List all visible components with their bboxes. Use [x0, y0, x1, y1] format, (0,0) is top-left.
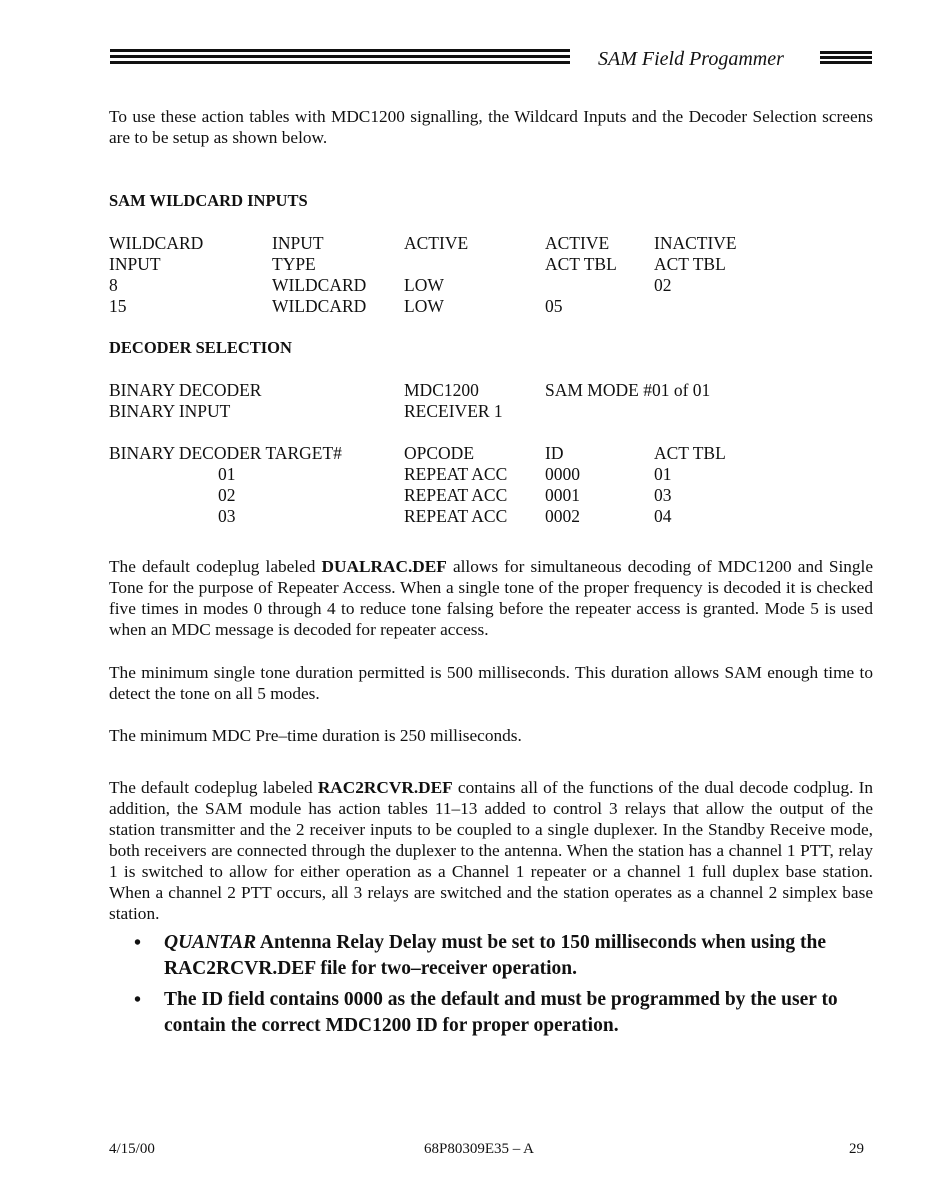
footer-date: 4/15/00 — [109, 1141, 155, 1157]
wildcard-header-cell: INPUT — [272, 233, 324, 253]
decoder-cell: REPEAT ACC — [404, 485, 508, 505]
sam-mode: SAM MODE #01 of 01 — [545, 380, 711, 400]
rac2rcvr-filename: RAC2RCVR.DEF — [317, 778, 453, 797]
bullet-icon: • — [134, 989, 142, 1011]
decoder-cell: 03 — [218, 506, 236, 526]
wildcard-header-cell: ACT TBL — [654, 254, 726, 274]
binary-input-value: RECEIVER 1 — [404, 401, 503, 421]
decoder-cell: 01 — [654, 464, 672, 484]
bullet-icon: • — [134, 932, 142, 954]
decoder-header-cell: ID — [545, 443, 564, 463]
decoder-heading: DECODER SELECTION — [109, 338, 292, 357]
decoder-header-cell: OPCODE — [404, 443, 475, 463]
wildcard-header-cell: INPUT — [109, 254, 161, 274]
wildcard-header-cell: ACT TBL — [545, 254, 617, 274]
decoder-cell: 0001 — [545, 485, 580, 505]
bullet-id-field: The ID field contains 0000 as the default and must be programmed by the user to contain the correct MDC1200 ID for proper operation. — [164, 989, 838, 1036]
header-rule-right — [820, 51, 872, 69]
wildcard-cell: 05 — [545, 296, 563, 316]
decoder-cell: 04 — [654, 506, 672, 526]
wildcard-cell: LOW — [404, 296, 444, 316]
footer-doc-number: 68P80309E35 – A — [424, 1141, 535, 1157]
wildcard-header-cell: TYPE — [272, 254, 316, 274]
rac2rcvr-paragraph: The default codeplug labeled RAC2RCVR.DEF contains all of the functions of the dual decode codplug. In addition, the SAM module has action tables 11–13 added to control 3 relays that allow the output of the station transmitter and the 2 receiver inputs to be coupled to a single duplexer. In the Standby Receive mode, both receivers are connected through the duplexer to the antenna. When the station has a channel 1 PTT, relay 1 is switched to allow for either operation as a Channel 1 repeater or a channel 1 full duplex base station. When a channel 2 PTT occurs, all 3 relays are switched and the station operates as a channel 2 simplex base station. — [109, 778, 873, 923]
mdc-pretime-paragraph: The minimum MDC Pre–time duration is 250 milliseconds. — [109, 726, 522, 745]
wildcard-header-cell: ACTIVE — [404, 233, 469, 253]
decoder-cell: 02 — [218, 485, 236, 505]
binary-decoder-label: BINARY DECODER — [109, 380, 262, 400]
wildcard-heading: SAM WILDCARD INPUTS — [109, 191, 308, 210]
wildcard-cell: WILDCARD — [272, 296, 367, 316]
dualrac-paragraph: The default codeplug labeled DUALRAC.DEF allows for simultaneous decoding of MDC1200 and Single Tone for the purpose of Repeater Access. When a single tone of the proper frequency is decoded it is checked five times in modes 0 through 4 to reduce tone falsing before the repeater access is granted. Mode 5 is used when an MDC message is decoded for repeater access. — [109, 557, 873, 639]
decoder-cell: 0000 — [545, 464, 580, 484]
binary-decoder-value: MDC1200 — [404, 380, 479, 400]
footer-page-number: 29 — [849, 1141, 864, 1157]
wildcard-cell: 02 — [654, 275, 672, 295]
decoder-header-cell: BINARY DECODER TARGET# — [109, 443, 342, 463]
wildcard-header-cell: WILDCARD — [109, 233, 204, 253]
decoder-cell: 03 — [654, 485, 672, 505]
wildcard-cell: WILDCARD — [272, 275, 367, 295]
decoder-cell: 01 — [218, 464, 236, 484]
tone-duration-paragraph: The minimum single tone duration permitted is 500 milliseconds. This duration allows SAM enough time to detect the tone on all 5 modes. — [109, 663, 873, 703]
wildcard-header-cell: INACTIVE — [654, 233, 737, 253]
wildcard-cell: 8 — [109, 275, 118, 295]
binary-input-label: BINARY INPUT — [109, 401, 231, 421]
decoder-cell: REPEAT ACC — [404, 464, 508, 484]
decoder-cell: 0002 — [545, 506, 580, 526]
decoder-header-cell: ACT TBL — [654, 443, 726, 463]
wildcard-header-cell: ACTIVE — [545, 233, 610, 253]
wildcard-cell: LOW — [404, 275, 444, 295]
header-rule-left — [110, 49, 570, 67]
wildcard-cell: 15 — [109, 296, 127, 316]
header-title: SAM Field Progammer — [598, 48, 784, 70]
dualrac-filename: DUALRAC.DEF — [321, 557, 447, 576]
bullet-relay-delay: QUANTAR Antenna Relay Delay must be set to 150 milliseconds when using the RAC2RCVR.DEF file for two–receiver operation. — [164, 932, 826, 979]
decoder-cell: REPEAT ACC — [404, 506, 508, 526]
intro-paragraph: To use these action tables with MDC1200 signalling, the Wildcard Inputs and the Decoder Selection screens are to be setup as shown below. — [109, 107, 873, 147]
